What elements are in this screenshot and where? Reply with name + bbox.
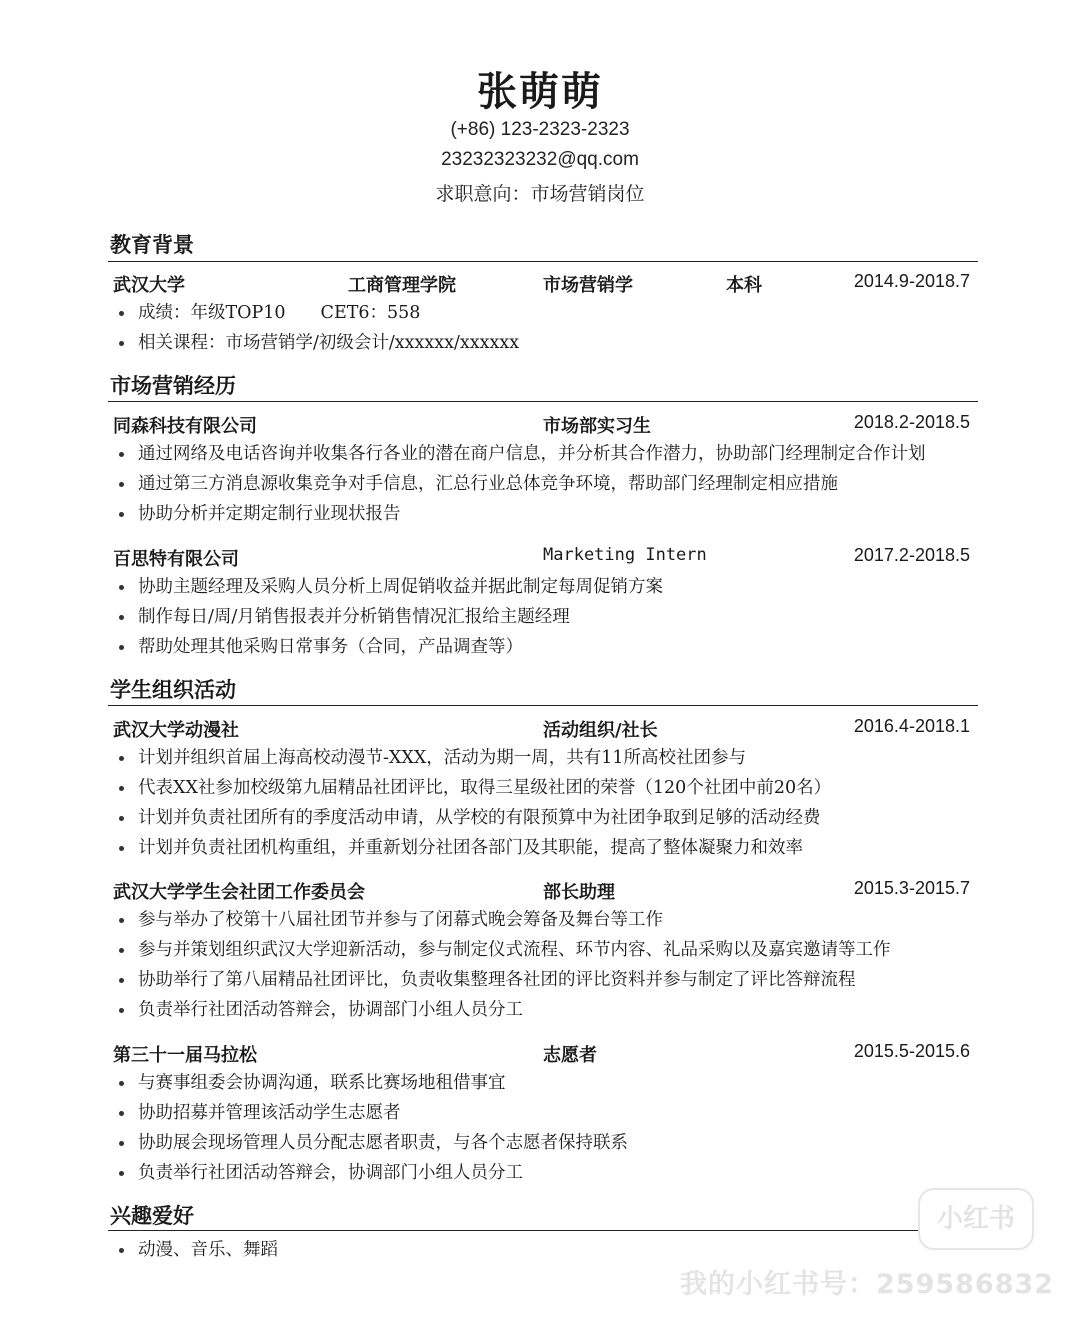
job-row: [113, 412, 970, 438]
activity-bullets: [116, 743, 831, 863]
organization-name: 武汉大学动漫社: [113, 720, 239, 741]
job-role: 市场部实习生: [543, 416, 651, 437]
list-item: 帮助处理其他采购日常事务（合同，产品调查等）: [116, 632, 663, 662]
list-item: 通过第三方消息源收集竞争对手信息，汇总行业总体竞争环境，帮助部门经理制定相应措施: [116, 469, 926, 499]
activity-date: 2015.5-2015.6: [853, 1041, 970, 1061]
hobbies-section-title: 兴趣爱好: [110, 1203, 194, 1228]
list-item: 计划并负责社团所有的季度活动申请，从学校的有限预算中为社团争取到足够的活动经费: [116, 803, 831, 833]
job-objective: 求职意向：市场营销岗位: [435, 183, 645, 205]
list-item: 协助举行了第八届精品社团评比，负责收集整理各社团的评比资料并参与制定了评比答辩流程: [116, 965, 891, 995]
company-name: 同森科技有限公司: [113, 416, 257, 437]
list-item: 负责举行社团活动答辩会，协调部门小组人员分工: [116, 1158, 628, 1188]
list-item: 参与举办了校第十八届社团节并参与了闭幕式晚会筹备及舞台等工作: [116, 905, 891, 935]
phone-number: (+86) 123-2323-2323: [450, 119, 630, 140]
list-item: 协助招募并管理该活动学生志愿者: [116, 1098, 628, 1128]
section-divider: [108, 705, 978, 706]
activity-bullets: [116, 1068, 628, 1188]
major-name: 市场营销学: [543, 275, 633, 296]
job-date: 2018.2-2018.5: [853, 412, 970, 432]
job-bullets: [116, 439, 926, 529]
list-item: 相关课程：市场营销学/初级会计/xxxxxx/xxxxxx: [116, 328, 519, 358]
activity-row: [113, 878, 970, 904]
hobbies-bullets: [116, 1235, 278, 1265]
activity-date: 2016.4-2018.1: [853, 716, 970, 736]
activity-row: [113, 716, 970, 742]
list-item: 协助展会现场管理人员分配志愿者职责，与各个志愿者保持联系: [116, 1128, 628, 1158]
list-item: 动漫、音乐、舞蹈: [116, 1235, 278, 1265]
job-date: 2017.2-2018.5: [853, 545, 970, 565]
company-name: 百思特有限公司: [113, 549, 239, 570]
list-item: 协助主题经理及采购人员分析上周促销收益并据此制定每周促销方案: [116, 572, 663, 602]
section-divider: [108, 261, 978, 262]
list-item: 计划并负责社团机构重组，并重新划分社团各部门及其职能，提高了整体凝聚力和效率: [116, 833, 831, 863]
job-role: Marketing Intern: [543, 545, 707, 565]
section-divider: [108, 1230, 918, 1231]
job-row: [113, 545, 970, 571]
organization-name: 武汉大学学生会社团工作委员会: [113, 882, 365, 903]
organization-name: 第三十一届马拉松: [113, 1045, 257, 1066]
email-address: 23232323232@qq.com: [441, 149, 639, 170]
list-item: 协助分析并定期定制行业现状报告: [116, 499, 926, 529]
college-name: 工商管理学院: [348, 275, 456, 296]
list-item: 参与并策划组织武汉大学迎新活动，参与制定仪式流程、环节内容、礼品采购以及嘉宾邀请等工作: [116, 935, 891, 965]
section-divider: [108, 401, 978, 402]
list-item: 负责举行社团活动答辩会，协调部门小组人员分工: [116, 995, 891, 1025]
list-item: 代表XX社参加校级第九届精品社团评比，取得三星级社团的荣誉（120个社团中前20名）: [116, 773, 831, 803]
activity-bullets: [116, 905, 891, 1025]
school-name: 武汉大学: [113, 275, 185, 296]
education-date: 2014.9-2018.7: [853, 271, 970, 291]
activity-role: 活动组织/社长: [543, 720, 658, 741]
activity-role: 部长助理: [543, 882, 615, 903]
list-item: 成绩：年级TOP10 CET6：558: [116, 298, 519, 328]
activities-section-title: 学生组织活动: [110, 677, 236, 702]
xiaohongshu-logo-watermark: 小红书: [918, 1188, 1034, 1250]
list-item: 与赛事组委会协调沟通，联系比赛场地租借事宜: [116, 1068, 628, 1098]
list-item: 计划并组织首届上海高校动漫节-XXX，活动为期一周，共有11所高校社团参与: [116, 743, 831, 773]
list-item: 通过网络及电话咨询并收集各行各业的潜在商户信息，并分析其合作潜力，协助部门经理制定合作计划: [116, 439, 926, 469]
education-section-title: 教育背景: [110, 232, 194, 257]
activity-role: 志愿者: [543, 1045, 597, 1066]
job-bullets: [116, 572, 663, 662]
activity-row: [113, 1041, 970, 1067]
list-item: 制作每日/周/月销售报表并分析销售情况汇报给主题经理: [116, 602, 663, 632]
marketing-section-title: 市场营销经历: [110, 373, 236, 398]
education-row: [113, 271, 970, 297]
education-bullets: [116, 298, 519, 358]
watermark-text: 我的小红书号：259586832: [680, 1269, 1055, 1300]
activity-date: 2015.3-2015.7: [853, 878, 970, 898]
degree: 本科: [726, 275, 762, 296]
candidate-name: 张萌萌: [477, 68, 603, 115]
